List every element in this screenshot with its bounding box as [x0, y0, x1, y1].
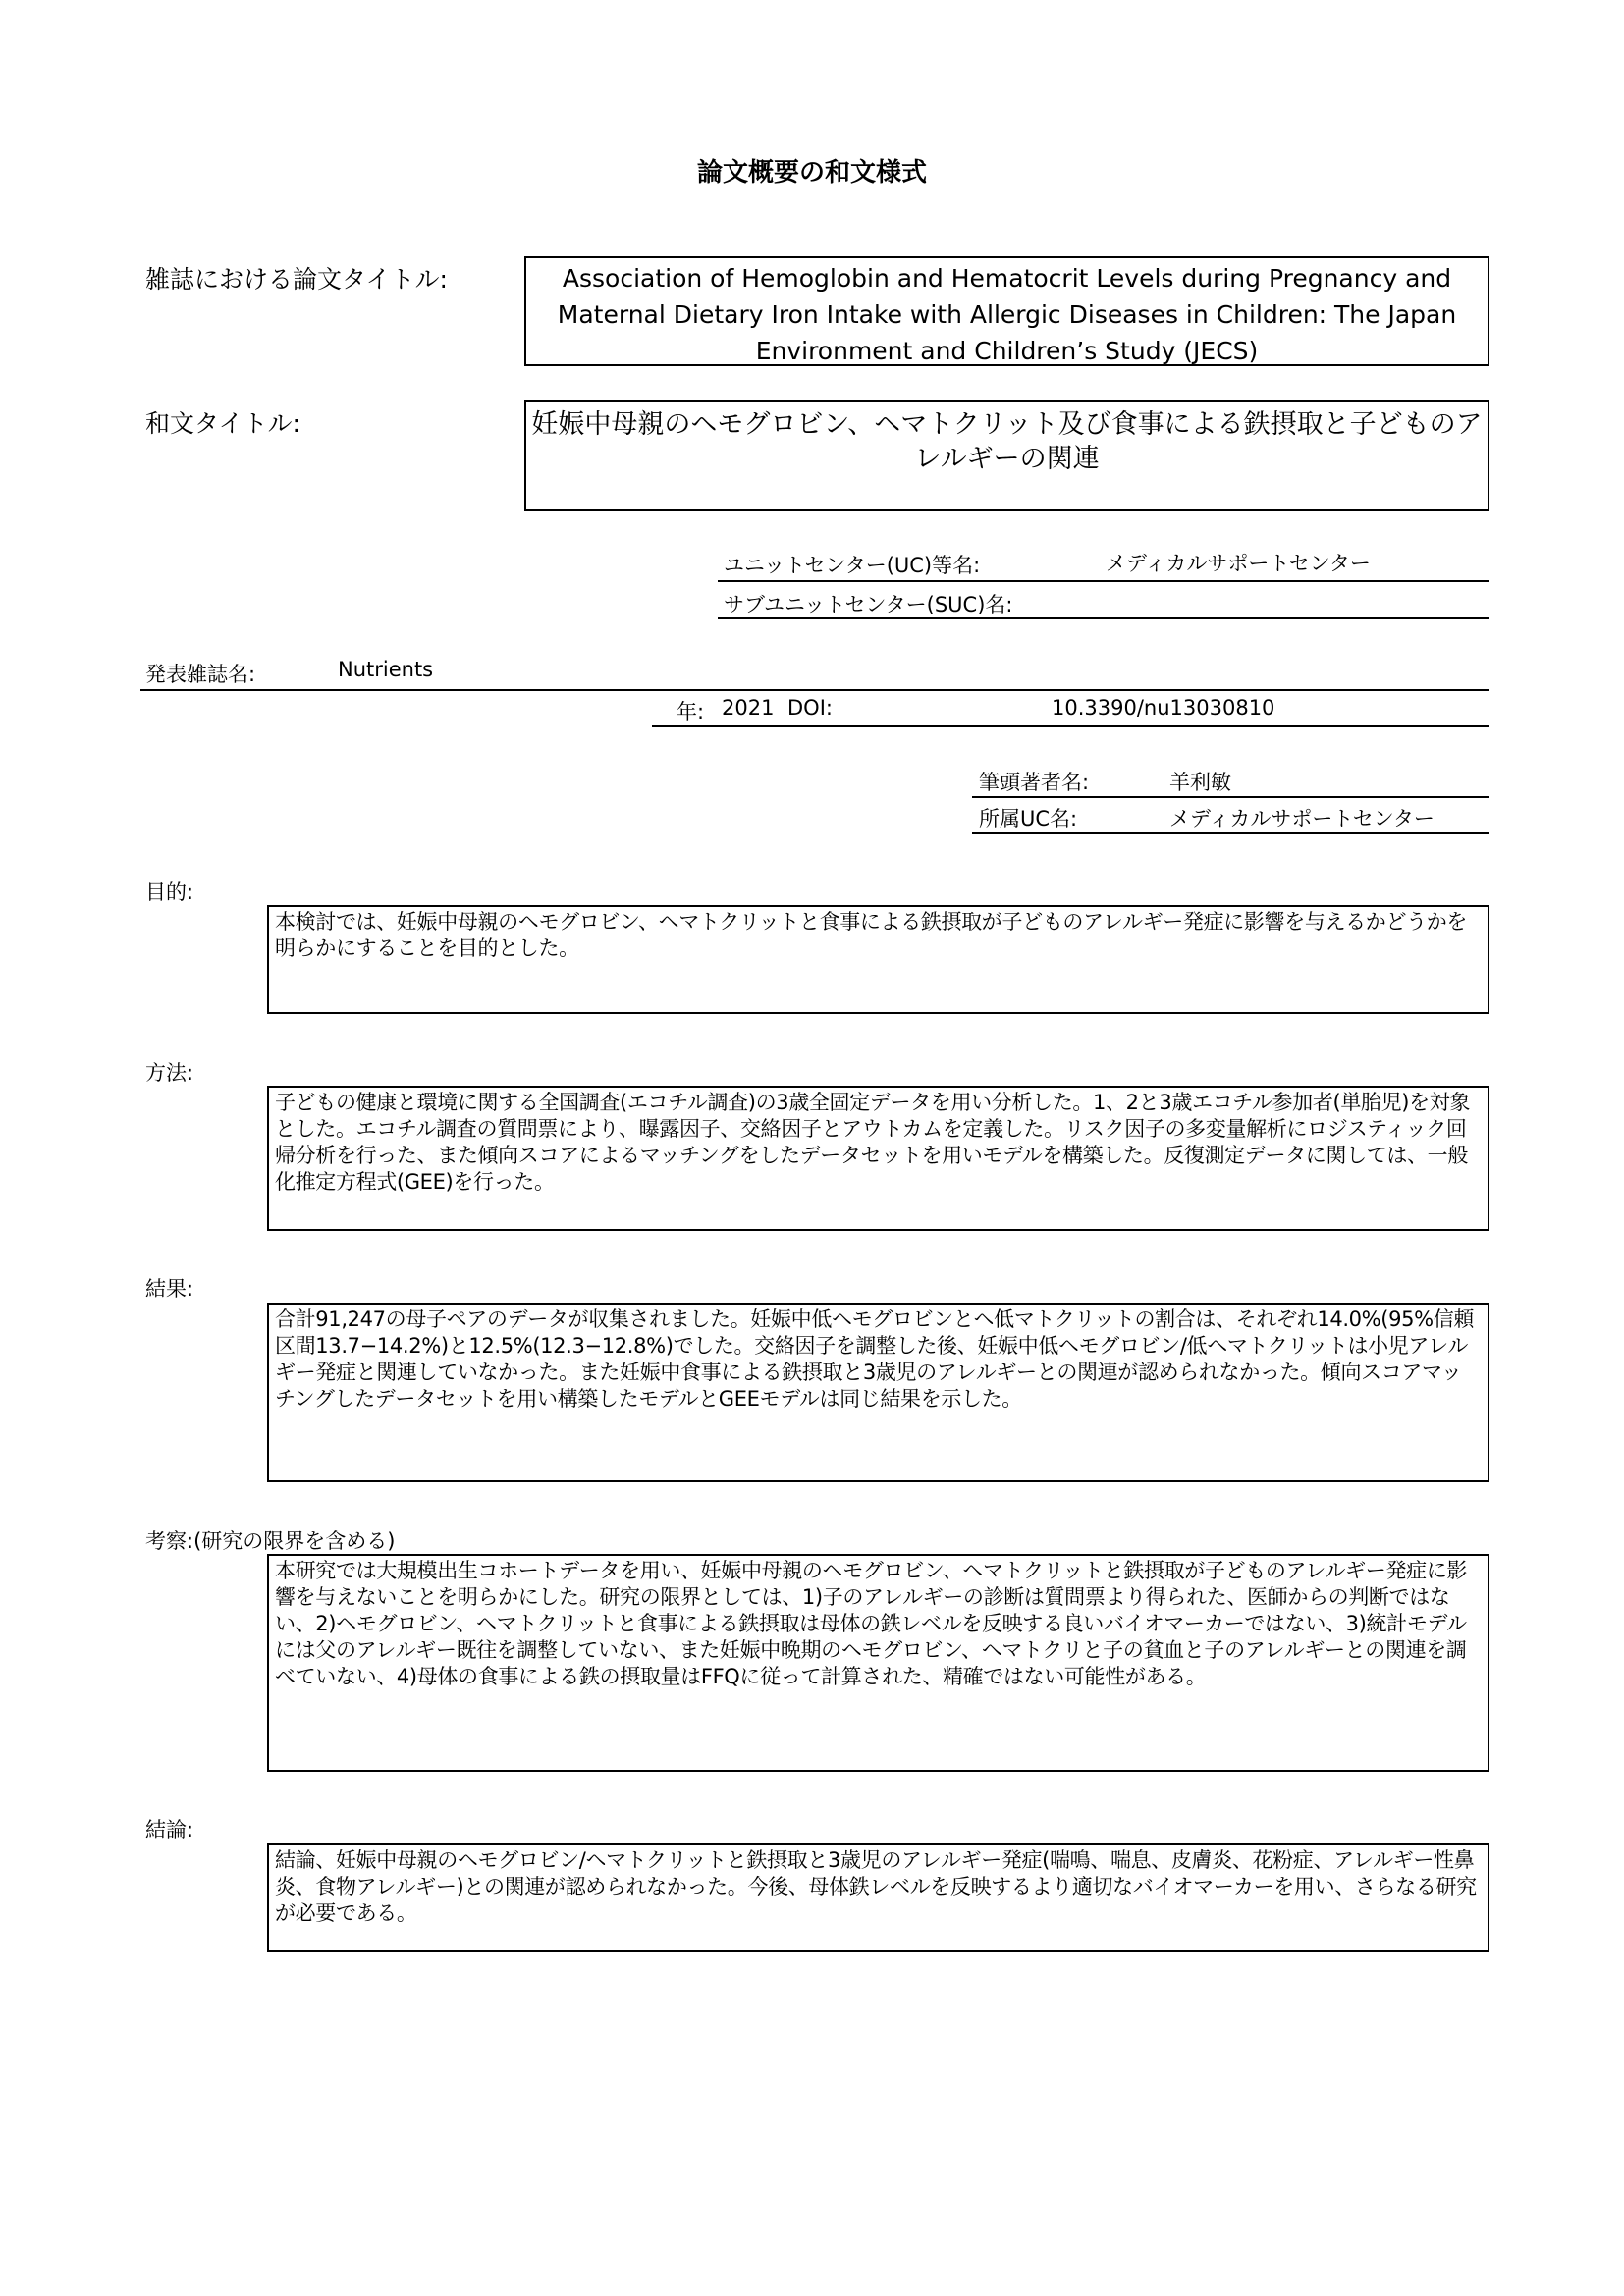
journal-name-label: 発表雑誌名:	[145, 663, 256, 686]
affiliation-value: メディカルサポートセンター	[1169, 807, 1435, 830]
journal-paper-title-label: 雑誌における論文タイトル:	[145, 265, 448, 294]
conclusion-box	[267, 1843, 1489, 1952]
journal-paper-title-box	[524, 256, 1489, 366]
conclusion-text: 結論、妊娠中母親のヘモグロビン/ヘマトクリットと鉄摂取と3歳児のアレルギー発症(喘鳴、喘息、皮膚炎、花粉症、アレルギー性鼻炎、食物アレルギー)との関連が認められなかった。今後、母体鉄レベルを反映するより適切なバイオマーカーを用い、さらなる研究が必要である。	[275, 1848, 1477, 1925]
unit-center-label: ユニットセンター(UC)等名:	[724, 554, 981, 577]
result-box	[267, 1303, 1489, 1482]
purpose-label: 目的:	[145, 881, 194, 904]
result-label: 結果:	[145, 1277, 194, 1301]
journal-name-value: Nutrients	[338, 658, 434, 681]
doi-label: DOI:	[787, 696, 833, 720]
journal-paper-title-value: Association of Hemoglobin and Hematocrit Levels during Pregnancy and Maternal Dietary Iron Intake with Allergic Diseases in Children: The Japan Environment and Children’s Study (JECS)	[557, 264, 1457, 365]
purpose-box	[267, 905, 1489, 1014]
year-doi-underline	[652, 725, 1489, 727]
conclusion-label: 結論:	[145, 1818, 194, 1842]
purpose-text: 本検討では、妊娠中母親のヘモグロビン、ヘマトクリットと食事による鉄摂取が子どものアレルギー発症に影響を与えるかどうかを明らかにすることを目的とした。	[275, 910, 1468, 960]
journal-name-underline	[140, 689, 1489, 691]
japanese-title-box	[524, 400, 1489, 511]
sub-unit-center-underline	[718, 617, 1489, 619]
first-author-underline	[972, 796, 1489, 798]
doi-value: 10.3390/nu13030810	[1052, 696, 1275, 720]
discussion-text: 本研究では大規模出生コホートデータを用い、妊娠中母親のヘモグロビン、ヘマトクリットと鉄摂取が子どものアレルギー発症に影響を与えないことを明らかにした。研究の限界としては、1)子のアレルギーの診断は質問票より得られた、医師からの判断ではない、2)ヘモグロビン、ヘマトクリットと食事による鉄摂取は母体の鉄レベルを反映する良いバイオマーカーではない、3)統計モデルには父のアレルギー既往を調整していない、また妊娠中晩期のヘモグロビン、ヘマトクリと子の貧血と子のアレルギーとの関連を調べていない、4)母体の食事による鉄の摂取量はFFQに従って計算された、精確ではない可能性がある。	[275, 1559, 1468, 1688]
japanese-title-value: 妊娠中母親のヘモグロビン、ヘマトクリット及び食事による鉄摂取と子どものアレルギーの関連	[531, 409, 1483, 474]
affiliation-underline	[972, 832, 1489, 834]
first-author-value: 羊利敏	[1169, 771, 1231, 794]
discussion-label: 考察:(研究の限界を含める)	[145, 1529, 396, 1553]
year-label: 年:	[677, 700, 705, 723]
page-title: 論文概要の和文様式	[696, 158, 927, 187]
sub-unit-center-label: サブユニットセンター(SUC)名:	[724, 593, 1013, 616]
method-text: 子どもの健康と環境に関する全国調査(エコチル調査)の3歳全固定データを用い分析した。1、2と3歳エコチル参加者(単胎児)を対象とした。エコチル調査の質問票により、曝露因子、交絡因子とアウトカムを定義した。リスク因子の多変量解析にロジスティック回帰分析を行った、また傾向スコアによるマッチングをしたデータセットを用いモデルを構築した。反復測定データに関しては、一般化推定方程式(GEE)を行った。	[275, 1091, 1471, 1194]
unit-center-value: メディカルサポートセンター	[1106, 552, 1371, 575]
first-author-label: 筆頭著者名:	[979, 771, 1090, 794]
result-text: 合計91,247の母子ペアのデータが収集されました。妊娠中低ヘモグロビンとヘ低マトクリットの割合は、それぞれ14.0%(95%信頼区間13.7−14.2%)と12.5%(12.3−12.8%)でした。交絡因子を調整した後、妊娠中低ヘモグロビン/低ヘマトクリットは小児アレルギー発症と関連していなかった。また妊娠中食事による鉄摂取と3歳児のアレルギーとの関連が認められなかった。傾向スコアマッチングしたデータセットを用い構築したモデルとGEEモデルは同じ結果を示した。	[275, 1308, 1475, 1411]
affiliation-label: 所属UC名:	[979, 807, 1078, 830]
unit-center-underline	[718, 580, 1489, 582]
method-box	[267, 1086, 1489, 1231]
year-value: 2021	[722, 696, 775, 720]
japanese-title-label: 和文タイトル:	[145, 409, 300, 438]
method-label: 方法:	[145, 1061, 194, 1085]
discussion-box	[267, 1554, 1489, 1772]
